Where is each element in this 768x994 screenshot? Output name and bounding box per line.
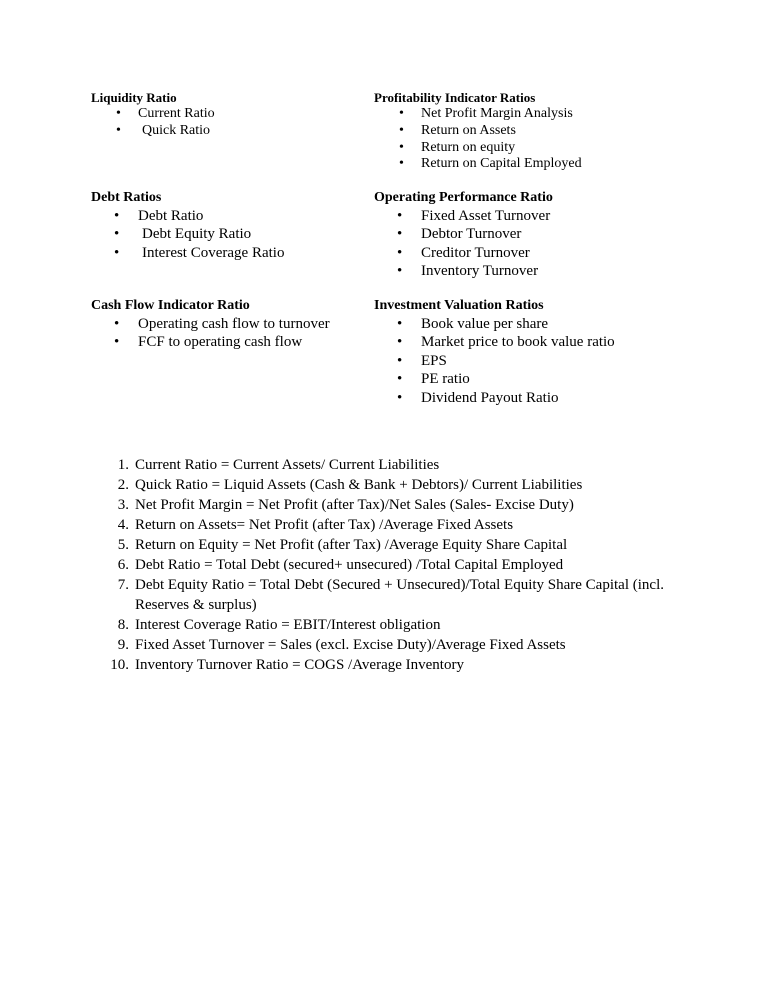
list-item: • Operating cash flow to turnover xyxy=(114,316,330,332)
formula-item xyxy=(105,515,705,535)
bullet-icon: • xyxy=(399,139,404,155)
list-item: • Creditor Turnover xyxy=(397,244,530,261)
bullet-icon: • xyxy=(114,208,120,224)
list-item: • Dividend Payout Ratio xyxy=(397,389,559,406)
bullet-icon: • xyxy=(399,156,404,172)
list-item: • Net Profit Margin Analysis xyxy=(399,106,573,121)
formula-text: Fixed Asset Turnover = Sales (excl. Excise Duty)/Average Fixed Assets xyxy=(135,637,566,653)
bullet-list xyxy=(374,207,553,281)
list-item: • Market price to book value ratio xyxy=(397,334,615,351)
list-item: • Inventory Turnover xyxy=(397,263,539,280)
profitability-ratios-section xyxy=(374,89,582,173)
formula-number: 6. xyxy=(117,557,129,573)
debt-ratios-section xyxy=(91,189,284,262)
formula-text: Debt Ratio = Total Debt (secured+ unsecured) /Total Capital Employed xyxy=(135,557,564,573)
formula-item xyxy=(105,495,705,515)
bullet-list xyxy=(91,315,330,352)
formula-list xyxy=(105,455,705,675)
formula-item xyxy=(105,615,705,635)
section-heading: Liquidity Ratio xyxy=(91,90,177,105)
bullet-icon: • xyxy=(397,263,403,280)
bullet-icon: • xyxy=(397,316,403,332)
formula-item xyxy=(105,655,705,675)
bullet-icon: • xyxy=(397,352,403,369)
bullet-icon: • xyxy=(114,316,120,332)
formula-item xyxy=(105,475,705,495)
list-item: • FCF to operating cash flow xyxy=(114,334,303,351)
list-item: • Quick Ratio xyxy=(116,122,211,138)
bullet-icon: • xyxy=(397,244,403,261)
formula-text: Quick Ratio = Liquid Assets (Cash & Bank + Debtors)/ Current Liabilities xyxy=(135,477,583,493)
bullet-icon: • xyxy=(397,226,403,243)
bullet-list xyxy=(91,106,215,140)
operating-performance-section xyxy=(374,189,553,281)
bullet-icon: • xyxy=(114,334,120,351)
bullet-icon: • xyxy=(397,371,403,388)
formula-text: Inventory Turnover Ratio = COGS /Average Inventory xyxy=(135,657,464,673)
bullet-list xyxy=(374,315,615,407)
formula-text: Net Profit Margin = Net Profit (after Tax)/Net Sales (Sales- Excise Duty) xyxy=(135,497,574,513)
formula-number: 7. xyxy=(117,577,129,593)
formula-number: 9. xyxy=(117,637,129,653)
formula-text: Debt Equity Ratio = Total Debt (Secured + Unsecured)/Total Equity Share Capital (incl. Reserves & surplus) xyxy=(135,577,664,613)
formula-item xyxy=(105,555,705,575)
list-item: • Debtor Turnover xyxy=(397,226,522,243)
section-heading: Investment Valuation Ratios xyxy=(374,298,544,313)
bullet-icon: • xyxy=(114,226,120,243)
formula-text: Interest Coverage Ratio = EBIT/Interest obligation xyxy=(135,617,441,633)
formula-text: Return on Assets= Net Profit (after Tax) /Average Fixed Assets xyxy=(135,517,514,533)
formula-item xyxy=(105,535,705,555)
list-item: • Return on equity xyxy=(399,139,516,155)
section-heading: Profitability Indicator Ratios xyxy=(374,90,536,105)
bullet-icon: • xyxy=(399,122,404,138)
formula-number: 5. xyxy=(117,537,129,553)
section-heading: Cash Flow Indicator Ratio xyxy=(91,298,250,313)
liquidity-ratio-section xyxy=(91,89,215,140)
formula-number: 10. xyxy=(110,657,129,673)
cash-flow-section xyxy=(91,297,330,352)
bullet-icon: • xyxy=(114,244,120,261)
bullet-icon: • xyxy=(397,389,403,406)
bullet-icon: • xyxy=(399,106,404,121)
list-item: • Interest Coverage Ratio xyxy=(114,244,285,261)
bullet-icon: • xyxy=(397,334,403,351)
formula-text: Current Ratio = Current Assets/ Current Liabilities xyxy=(135,457,440,473)
formula-number: 1. xyxy=(117,457,129,473)
bullet-list xyxy=(374,106,582,173)
list-item: • Book value per share xyxy=(397,316,549,332)
formula-number: 4. xyxy=(117,517,129,533)
formula-number: 8. xyxy=(117,617,129,633)
investment-valuation-section xyxy=(374,297,615,407)
list-item: • Current Ratio xyxy=(116,106,215,121)
bullet-list xyxy=(91,207,284,262)
list-item: • Return on Assets xyxy=(399,122,516,138)
bullet-icon: • xyxy=(116,122,121,138)
formula-number: 2. xyxy=(117,477,129,493)
bullet-icon: • xyxy=(397,208,403,224)
bullet-icon: • xyxy=(116,106,121,121)
list-item: • PE ratio xyxy=(397,371,470,388)
formula-item xyxy=(105,635,705,655)
formula-item xyxy=(105,455,705,475)
list-item: • Return on Capital Employed xyxy=(399,156,582,172)
list-item: • Debt Equity Ratio xyxy=(114,226,252,243)
section-heading: Debt Ratios xyxy=(91,190,162,205)
formula-item xyxy=(105,575,705,615)
list-item: • Debt Ratio xyxy=(114,208,204,224)
formula-text: Return on Equity = Net Profit (after Tax) /Average Equity Share Capital xyxy=(135,537,568,553)
formula-number: 3. xyxy=(117,497,129,513)
list-item: • EPS xyxy=(397,352,447,369)
section-heading: Operating Performance Ratio xyxy=(374,190,553,205)
list-item: • Fixed Asset Turnover xyxy=(397,208,551,224)
